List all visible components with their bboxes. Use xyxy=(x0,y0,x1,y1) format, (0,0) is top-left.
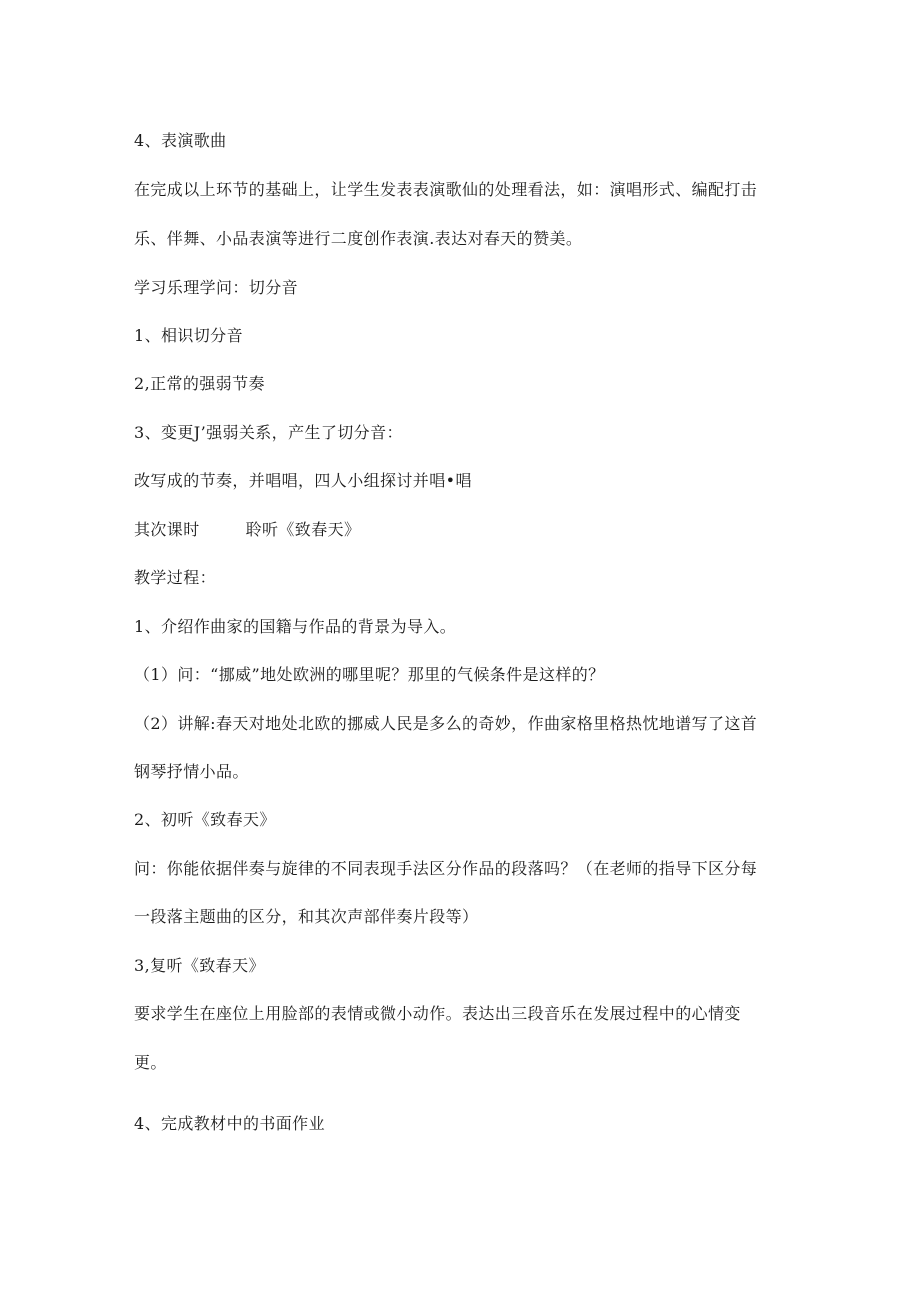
list-item: 1、介绍作曲家的国籍与作品的背景为导入。 xyxy=(134,617,457,636)
paragraph-line: 乐、伴舞、小品表演等进行二度创作表演.表达对春天的赞美。 xyxy=(134,229,583,248)
list-item: （1）问：“挪威”地处欧洲的哪里呢？那里的气候条件是这样的？ xyxy=(134,665,605,684)
lesson-heading xyxy=(134,520,794,540)
list-item: 1、相识切分音 xyxy=(134,326,243,345)
paragraph-line: 问：你能依据伴奏与旋律的不同表现手法区分作品的段落吗？（在老师的指导下区分每 xyxy=(134,859,758,878)
lesson-number: 其次课时 xyxy=(134,520,200,539)
list-item: 2,正常的强弱节奏 xyxy=(134,374,265,393)
heading-teaching-process: 教学过程： xyxy=(134,568,217,587)
paragraph-line: 在完成以上环节的基础上，让学生发表表演歌仙的处理看法，如：演唱形式、编配打击 xyxy=(134,180,758,199)
paragraph-line: 要求学生在座位上用脸部的表情或微小动作。表达出三段音乐在发展过程中的心情变 xyxy=(134,1004,741,1023)
list-item: （2）讲解:春天对地处北欧的挪威人民是多么的奇妙，作曲家格里格热忱地谱写了这首 xyxy=(134,714,758,733)
paragraph-line: 钢琴抒情小品。 xyxy=(134,762,249,781)
paragraph-line: 改写成的节奏，并唱唱，四人小组探讨并唱•唱 xyxy=(134,471,472,490)
heading-music-theory: 学习乐理学问：切分音 xyxy=(134,278,299,297)
list-item: 4、完成教材中的书面作业 xyxy=(134,1114,325,1133)
paragraph-line: 更。 xyxy=(134,1053,167,1072)
list-item: 2、初听《致春天》 xyxy=(134,810,276,829)
list-item: 3,复听《致春天》 xyxy=(134,956,265,975)
heading-perform-song: 4、表演歌曲 xyxy=(134,131,227,150)
paragraph-line: 一段落主题曲的区分，和其次声部伴奏片段等） xyxy=(134,907,479,926)
lesson-title: 聆听《致春天》 xyxy=(245,520,361,539)
list-item: 3、变更J’强弱关系，产生了切分音： xyxy=(134,423,403,442)
